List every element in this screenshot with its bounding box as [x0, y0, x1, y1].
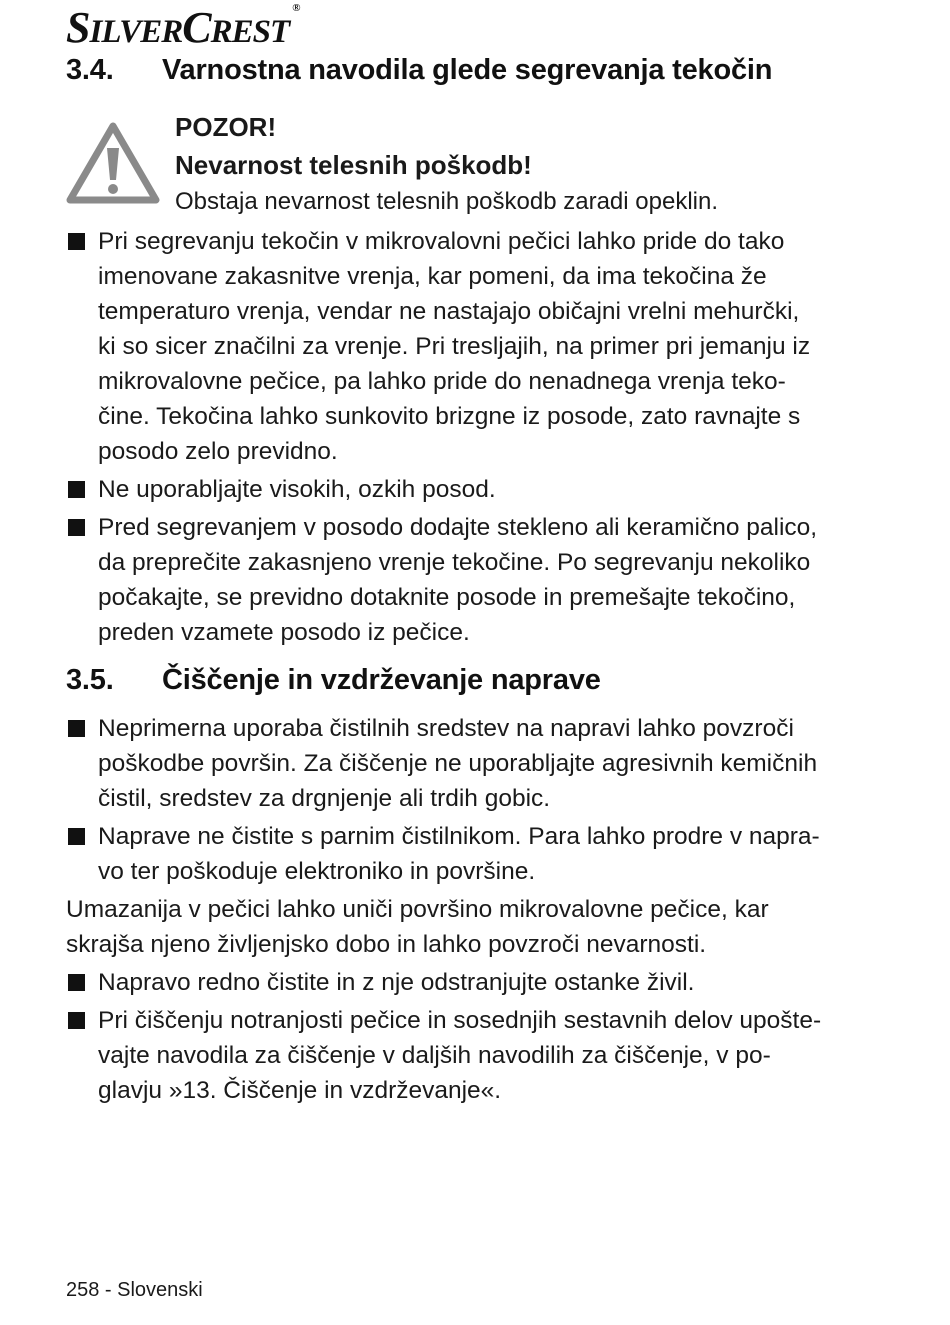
- bullet-square-icon: [68, 720, 85, 737]
- text-line: Pri segrevanju tekočin v mikrovalovni pečici lahko pride do tako: [98, 228, 785, 255]
- bullet-square-icon: [68, 974, 85, 991]
- text-line: čistil, sredstev za drgnjenje ali trdih gobic.: [98, 785, 551, 812]
- text-line: glavju »13. Čiščenje in vzdrževanje«.: [98, 1077, 502, 1104]
- text-line: da preprečite zakasnjeno vrenje tekočine. Po segrevanju nekoliko: [98, 549, 811, 576]
- text-line: počakajte, se previdno dotaknite posode in premešajte tekočino,: [98, 584, 796, 611]
- text-line: ki so sicer značilni za vrenje. Pri tresljajih, na primer pri jemanju iz: [98, 333, 811, 360]
- text-line: poškodbe površin. Za čiščenje ne uporabljajte agresivnih kemičnih: [98, 750, 818, 777]
- text-line: vo ter poškoduje elektroniko in površine.: [98, 858, 536, 885]
- text-line: Pred segrevanjem v posodo dodajte stekleno ali keramično palico,: [98, 514, 818, 541]
- text-line: imenovane zakasnitve vrenja, kar pomeni, da ima tekočina že: [98, 263, 767, 290]
- text-line: Pri čiščenju notranjosti pečice in sosednjih sestavnih delov upošte-: [98, 1007, 822, 1034]
- section-number: 3.5.: [66, 664, 114, 696]
- bullet-square-icon: [68, 519, 85, 536]
- text-line: Napravo redno čistite in z nje odstranjujte ostanke živil.: [98, 969, 695, 996]
- warning-description: Obstaja nevarnost telesnih poškodb zaradi opeklin.: [175, 188, 718, 215]
- text-line: temperaturo vrenja, vendar ne nastajajo običajni vrelni mehurčki,: [98, 298, 800, 325]
- text-line: Naprave ne čistite s parnim čistilnikom. Para lahko prodre v napra-: [98, 823, 820, 850]
- section-heading-3-5: [66, 664, 601, 697]
- list-item: [66, 965, 866, 1000]
- warning-caution: POZOR!: [175, 112, 277, 142]
- text-line: čine. Tekočina lahko sunkovito brizgne iz posode, zato ravnajte s: [98, 403, 801, 430]
- bullet-square-icon: [68, 481, 85, 498]
- paragraph: [66, 892, 866, 962]
- section-3-4-bullets: [66, 224, 866, 650]
- list-item: [66, 819, 866, 889]
- text-line: posodo zelo previdno.: [98, 438, 338, 465]
- text-line: mikrovalovne pečice, pa lahko pride do nenadnega vrenja teko-: [98, 368, 786, 395]
- page-footer: 258 - Slovenski: [66, 1279, 203, 1301]
- list-item: [66, 1003, 866, 1108]
- text-line: preden vzamete posodo iz pečice.: [98, 619, 470, 646]
- bullet-square-icon: [68, 233, 85, 250]
- text-line: Ne uporabljajte visokih, ozkih posod.: [98, 476, 496, 503]
- list-item: [66, 510, 866, 650]
- list-item: [66, 472, 866, 507]
- text-line: Umazanija v pečici lahko uniči površino mikrovalovne pečice, kar: [66, 896, 769, 923]
- section-3-5-content: [66, 711, 866, 1108]
- section-heading-3-4: [66, 54, 772, 87]
- list-item: [66, 711, 866, 816]
- section-number: 3.4.: [66, 54, 114, 86]
- list-item: [66, 224, 866, 469]
- text-line: vajte navodila za čiščenje v daljših navodilih za čiščenje, v po-: [98, 1042, 771, 1069]
- warning-hazard: Nevarnost telesnih poškodb!: [175, 150, 532, 180]
- section-title: Varnostna navodila glede segrevanja tekočin: [162, 54, 773, 86]
- text-line: Neprimerna uporaba čistilnih sredstev na napravi lahko povzroči: [98, 715, 794, 742]
- bullet-square-icon: [68, 828, 85, 845]
- bullet-square-icon: [68, 1012, 85, 1029]
- silvercrest-logo: SILVERCREST®: [66, 2, 300, 52]
- text-line: skrajša njeno življenjsko dobo in lahko povzroči nevarnosti.: [66, 931, 707, 958]
- warning-triangle-icon: [66, 122, 160, 204]
- section-title: Čiščenje in vzdrževanje naprave: [162, 664, 601, 696]
